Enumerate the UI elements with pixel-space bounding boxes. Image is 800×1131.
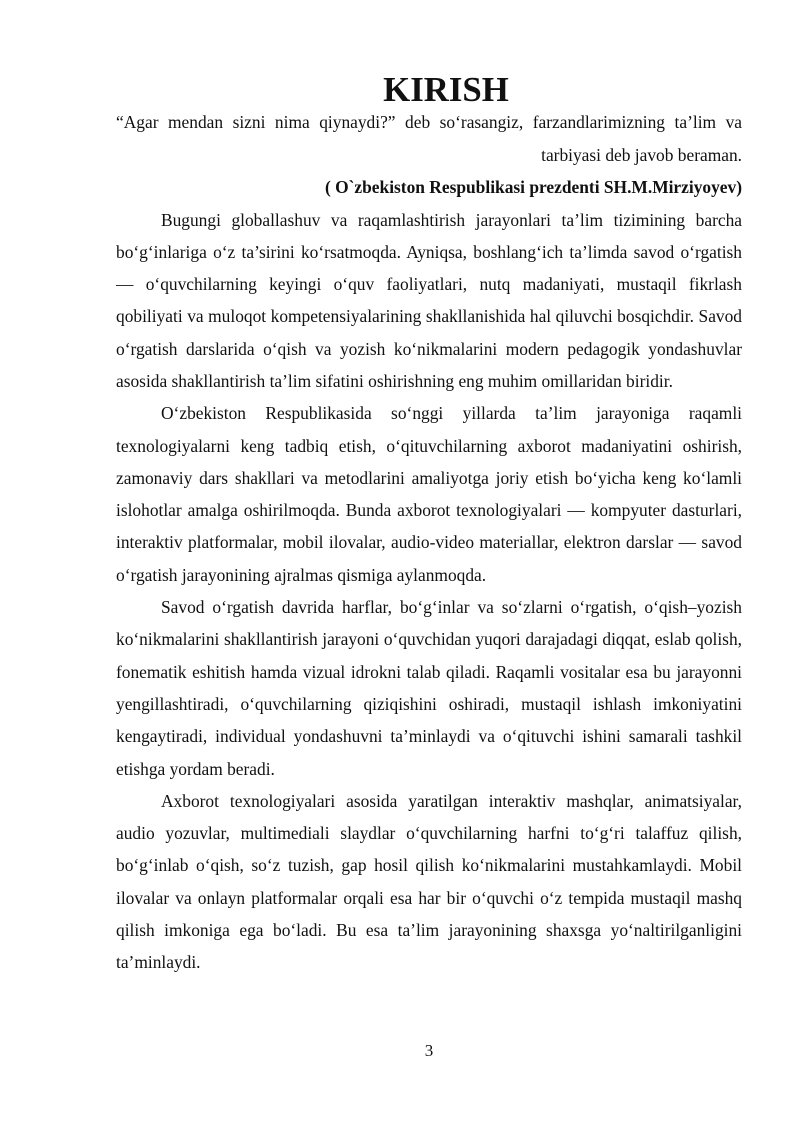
body-paragraph: Savod o‘rgatish davrida harflar, bo‘g‘inlar va so‘zlarni o‘rgatish, o‘qish–yozish ko‘nikmalarini shakllantirish jarayoni o‘quvchidan yuqori darajadagi diqqat, eslab qolish, fonematik eshitish hamda vizual idrokni talab qiladi. Raqamli vositalar esa bu jarayonni yengillashtiradi, o‘quvchilarning qiziqishini oshiradi, mustaqil ishlash imkoniyatini kengaytiradi, individual yondashuvni ta’minlaydi va o‘qituvchi ishini samarali tashkil etishga yordam beradi. — [116, 597, 742, 779]
page-number: 3 — [424, 1041, 434, 1060]
document-page — [116, 70, 742, 979]
epigraph-attribution: ( O`zbekiston Respublikasi prezdenti SH.M.Mirziyoyev) — [324, 177, 742, 197]
body-paragraph: Bugungi globallashuv va raqamlashtirish jarayonlari ta’lim tizimining barcha bo‘g‘inlariga o‘z ta’sirini ko‘rsatmoqda. Ayniqsa, boshlang‘ich ta’limda savod o‘rgatish — o‘quvchilarning keyingi o‘quv faoliyatlari, nutq madaniyati, mustaqil fikrlash qobiliyati va muloqot kompetensiyalarining shakllanishida hal qiluvchi bosqichdir. Savod o‘rgatish darslarida o‘qish va yozish ko‘nikmalarini modern pedagogik yondashuvlar asosida shakllantirish ta’lim sifatini oshirishning eng muhim omillaridan biridir. — [116, 209, 742, 391]
body-paragraph: O‘zbekiston Respublikasida so‘nggi yillarda ta’lim jarayoniga raqamli texnologiyalarni keng tadbiq etish, o‘qituvchilarning axborot madaniyatini oshirish, zamonaviy dars shakllari va metodlarini amaliyotga joriy etish bo‘yicha keng ko‘lamli islohotlar amalga oshirilmoqda. Bunda axborot texnologiyalari — kompyuter dasturlari, interaktiv platformalar, mobil ilovalar, audio-video materiallar, elektron darslar — savod o‘rgatish jarayonining ajralmas qismiga aylanmoqda. — [116, 403, 742, 585]
page-title: KIRISH — [383, 70, 509, 109]
body-paragraph: Axborot texnologiyalari asosida yaratilgan interaktiv mashqlar, animatsiyalar, audio yozuvlar, multimediali slaydlar o‘quvchilarning harfni to‘g‘ri talaffuz qilish, bo‘g‘inlab o‘qish, so‘z tuzish, gap hosil qilish ko‘nikmalarini mustahkamlaydi. Mobil ilovalar va onlayn platformalar orqali esa har bir o‘quvchi o‘z tempida mustaqil mashq qilish imkoniga ega bo‘ladi. Bu esa ta’lim jarayonining shaxsga yo‘naltirilganligini ta’minlaydi. — [116, 790, 742, 973]
epigraph-quote: “Agar mendan sizni nima qiynaydi?” deb so‘rasangiz, farzandlarimizning ta’lim va tarbiyasi deb javob beraman. — [116, 112, 742, 165]
